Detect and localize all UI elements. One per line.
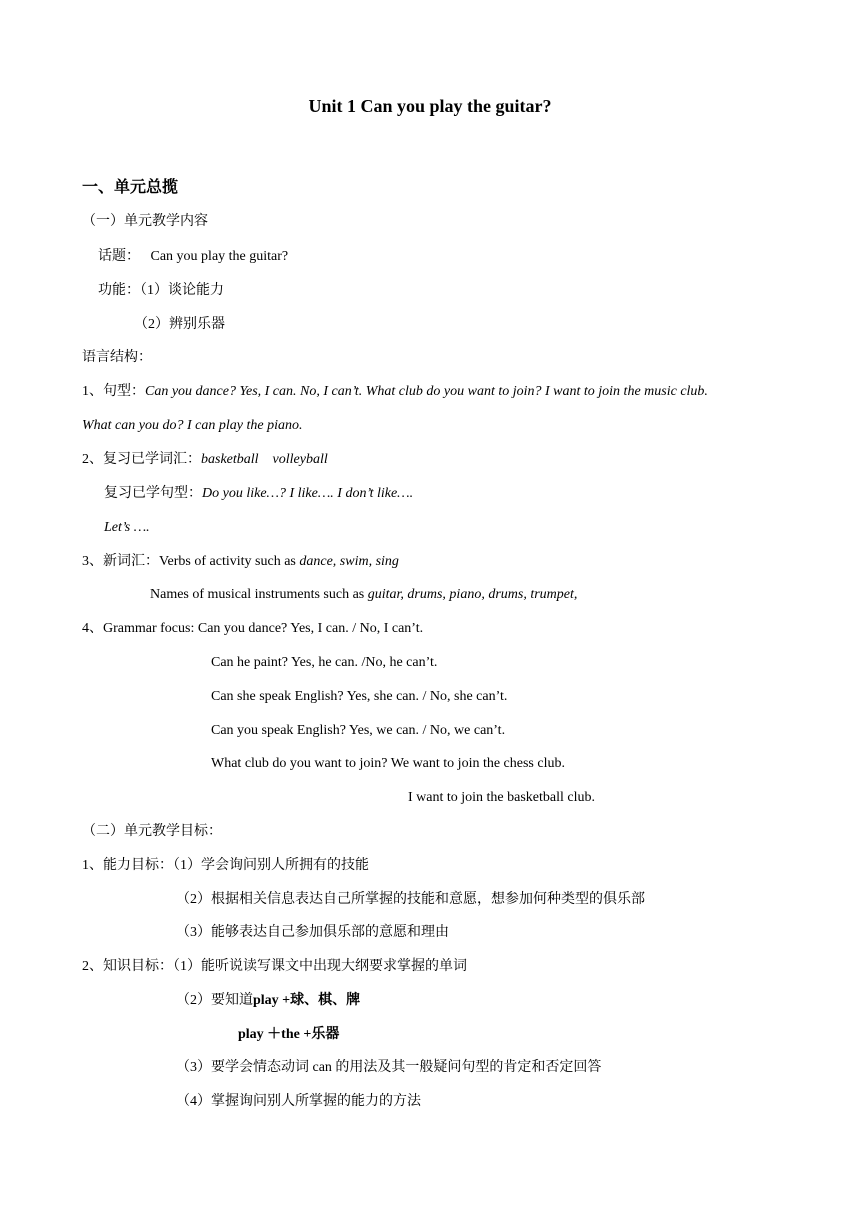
item2b-label: 复习已学句型： — [104, 486, 202, 501]
grammar-line-4: What club do you want to join? We want to join the chess club. — [211, 756, 565, 771]
knowledge-goal-3: （3）要学会情态动词 can 的用法及其一般疑问句型的肯定和否定回答 — [176, 1060, 602, 1075]
item2c-text: Let’s …. — [104, 520, 150, 535]
section-heading-overview: 一、单元总揽 — [82, 179, 179, 196]
item1-line — [82, 383, 708, 401]
item3b-words: guitar, drums, piano, drums, trumpet, — [367, 587, 578, 602]
subheading-teaching-content: （一）单元教学内容 — [82, 214, 208, 229]
knowledge-goal-1: 2、知识目标：（1）能听说读写课文中出现大纲要求掌握的单词 — [82, 959, 467, 974]
item1-text-a: Can you dance? Yes, I can. No, I can’t. What club do you want to join? I want to join the music club. — [145, 384, 708, 399]
item3-label: 3、新词汇：Verbs of activity such as — [82, 554, 300, 569]
item2-words: basketball volleyball — [201, 452, 328, 467]
item1-text-b: What can you do? I can play the piano. — [82, 418, 303, 433]
knowledge-goal-2b: play ＋the +乐器 — [238, 1027, 340, 1042]
function-line-2: （2）辨别乐器 — [134, 317, 225, 332]
knowledge-goal-4: （4）掌握询问别人所掌握的能力的方法 — [176, 1094, 421, 1109]
topic-text: Can you play the guitar? — [150, 249, 289, 264]
item3b-line — [150, 586, 577, 604]
item4-line: 4、Grammar focus: Can you dance? Yes, I can. / No, I can’t. — [82, 621, 424, 636]
ability-goal-3: （3）能够表达自己参加俱乐部的意愿和理由 — [176, 925, 449, 940]
grammar-line-3: Can you speak English? Yes, we can. / No, we can’t. — [211, 723, 506, 738]
item3-words: dance, swim, sing — [299, 554, 399, 569]
knowledge-goal-2-bold: play +球、棋、牌 — [253, 993, 361, 1008]
grammar-line-5: I want to join the basketball club. — [408, 790, 596, 805]
document-title: Unit 1 Can you play the guitar? — [308, 96, 552, 116]
grammar-line-2: Can she speak English? Yes, she can. / No, she can’t. — [211, 689, 508, 704]
ability-goal-1: 1、能力目标：（1）学会询问别人所拥有的技能 — [82, 858, 369, 873]
topic-label: 话题： — [98, 249, 140, 264]
item2-line — [82, 451, 328, 469]
item2b-line — [104, 485, 413, 503]
item3-line — [82, 553, 399, 571]
function-line: 功能：（1）谈论能力 — [98, 283, 224, 298]
item2-label: 2、复习已学词汇： — [82, 452, 201, 467]
topic-line — [98, 248, 288, 266]
item3b-label: Names of musical instruments such as — [150, 587, 368, 602]
item2b-text: Do you like…? I like…. I don’t like…. — [202, 486, 414, 501]
ability-goal-2: （2）根据相关信息表达自己所掌握的技能和意愿，想参加何种类型的俱乐部 — [176, 892, 645, 907]
item1-label: 1、句型： — [82, 384, 145, 399]
structure-label: 语言结构： — [82, 350, 152, 365]
knowledge-goal-2-prefix: （2）要知道 — [176, 993, 253, 1008]
knowledge-goal-2 — [176, 992, 360, 1010]
subheading-teaching-goals: （二）单元教学目标： — [82, 824, 222, 839]
grammar-line-1: Can he paint? Yes, he can. /No, he can’t. — [211, 655, 438, 670]
